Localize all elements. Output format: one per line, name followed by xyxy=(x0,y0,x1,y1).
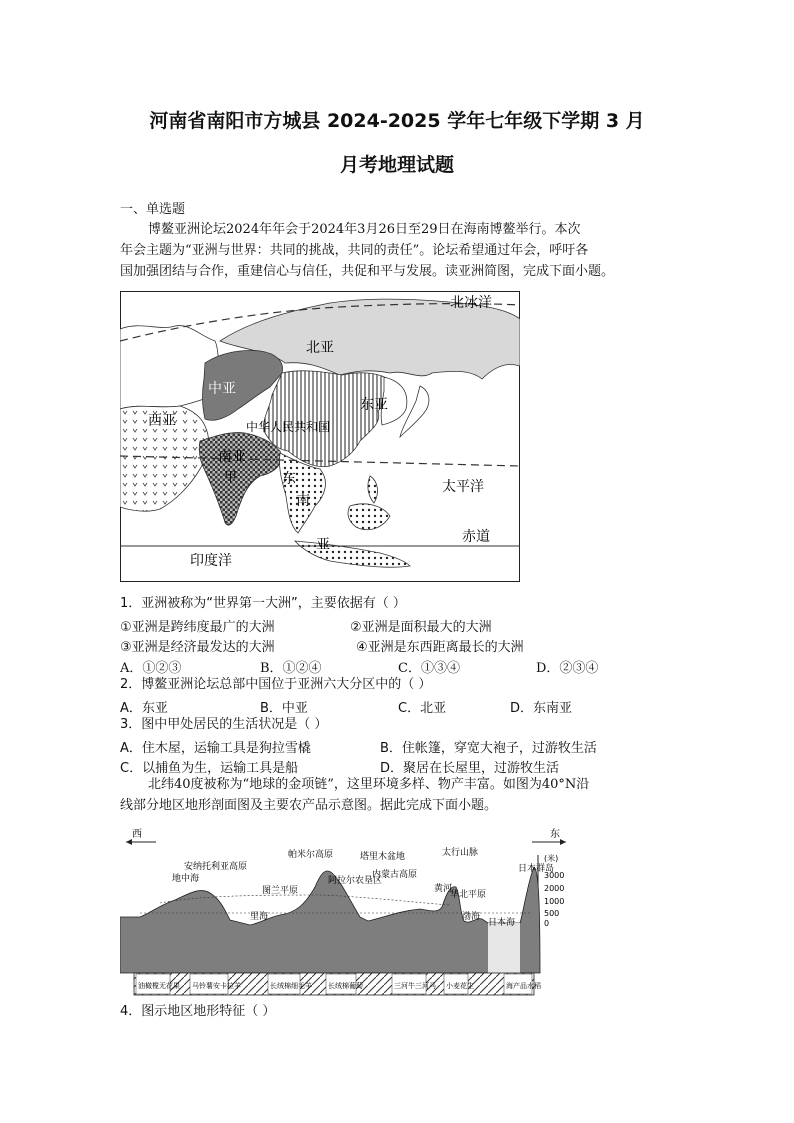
label-west-asia: 西亚 xyxy=(148,413,176,429)
y-tick-1000: 1000 xyxy=(544,897,565,906)
place-pamir: 帕米尔高原 xyxy=(288,850,334,860)
y-tick-3000: 3000 xyxy=(544,871,565,880)
place-yellow: 黄河 xyxy=(434,884,453,894)
product-5: 三河牛三河马 xyxy=(394,982,436,990)
q2-stem: 2．博鳌亚洲论坛总部中国位于亚洲六大分区中的（ ） xyxy=(120,677,432,692)
intro2-line-1: 北纬40度被称为“地球的金项链”，这里环境多样、物产丰富。如图为40°N沿 xyxy=(148,777,590,792)
document-subtitle: 月考地理试题 xyxy=(339,154,454,176)
y-unit: (米) xyxy=(544,854,559,863)
place-turan: 图兰平原 xyxy=(262,886,299,896)
place-aral: 阿拉尔农垦区 xyxy=(328,876,383,886)
label-southeast-3: 亚 xyxy=(316,537,330,553)
q2-option-c[interactable]: C．北亚 xyxy=(398,701,447,716)
label-jia: 甲 xyxy=(224,470,238,485)
product-7: 海产品水稻 xyxy=(506,982,541,990)
label-east: 东 xyxy=(550,829,560,840)
place-mongolia: 内蒙古高原 xyxy=(372,870,418,880)
document-title: 河南省南阳市方城县 2024-2025 学年七年级下学期 3 月 xyxy=(149,110,645,132)
q1-stem: 1．亚洲被称为“世界第一大洲”，主要依据有（ ） xyxy=(120,596,406,611)
section-heading: 一、单选题 xyxy=(120,202,186,217)
japan-sea-water xyxy=(488,923,520,973)
q1-option-c[interactable]: C．①③④ xyxy=(398,661,460,676)
label-china: 中华人民共和国 xyxy=(246,420,331,434)
y-tick-500: 500 xyxy=(544,909,560,918)
label-equator: 赤道 xyxy=(462,529,490,545)
q2-option-d[interactable]: D．东南亚 xyxy=(510,701,573,716)
intro-line-2: 年会主题为“亚洲与世界：共同的挑战，共同的责任”。论坛希望通过年会，呼吁各 xyxy=(120,243,589,258)
label-central-asia: 中亚 xyxy=(208,381,236,397)
q1-statement-3: ③亚洲是经济最发达的大洲 xyxy=(120,640,275,655)
q1-statement-4: ④亚洲是东西距离最长的大洲 xyxy=(356,640,524,655)
label-arctic: 北冰洋 xyxy=(450,295,492,311)
q1-option-b[interactable]: B．①②④ xyxy=(260,661,322,676)
label-southeast-1: 东 xyxy=(282,471,296,487)
q1-statement-1: ①亚洲是跨纬度最广的大洲 xyxy=(120,620,275,635)
place-huabei: 华北平原 xyxy=(450,890,487,900)
q2-option-a[interactable]: A．东亚 xyxy=(120,701,168,716)
product-1: 油橄榄无花果 xyxy=(138,982,180,990)
q3-option-b[interactable]: B．住帐篷，穿宽大袍子，过游牧生活 xyxy=(380,741,597,756)
product-3: 长绒棉细毛羊 xyxy=(270,982,312,990)
place-anatolia: 安纳托利亚高原 xyxy=(184,862,248,872)
place-japan: 日本群岛 xyxy=(518,864,555,874)
intro-line-1: 博鳌亚洲论坛2024年年会于2024年3月26日至29日在海南博鳌举行。本次 xyxy=(148,222,581,237)
label-southeast-2: 南 xyxy=(296,493,310,509)
y-tick-2000: 2000 xyxy=(544,884,565,893)
label-south-asia: 南亚 xyxy=(218,449,246,465)
q3-option-a[interactable]: A．住木屋，运输工具是狗拉雪橇 xyxy=(120,741,311,756)
place-taihang: 太行山脉 xyxy=(442,848,479,858)
place-japan-sea: 日本海 xyxy=(488,918,516,928)
place-caspian: 里海 xyxy=(250,912,269,922)
label-north-asia: 北亚 xyxy=(306,340,334,356)
terrain-profile xyxy=(120,825,572,999)
q3-stem: 3．图中甲处居民的生活状况是（ ） xyxy=(120,717,328,732)
q2-option-b[interactable]: B．中亚 xyxy=(260,701,308,716)
label-west: 西 xyxy=(132,829,142,840)
y-tick-0: 0 xyxy=(544,919,550,928)
place-med: 地中海 xyxy=(172,874,200,884)
product-4: 长绒棉葡萄 xyxy=(328,982,363,990)
q4-stem: 4．图示地区地形特征（ ） xyxy=(120,1004,276,1019)
product-6: 小麦花生 xyxy=(446,982,474,990)
q1-option-d[interactable]: D．②③④ xyxy=(536,661,599,676)
q3-option-c[interactable]: C．以捕鱼为生，运输工具是船 xyxy=(120,761,299,776)
place-tarim: 塔里木盆地 xyxy=(360,852,406,862)
asia-map xyxy=(120,291,520,582)
intro-line-3: 国加强团结与合作，重建信心与信任，共促和平与发展。读亚洲简图，完成下面小题。 xyxy=(120,264,615,279)
q3-option-d[interactable]: D．聚居在长屋里，过游牧生活 xyxy=(380,761,560,776)
product-2: 马铃薯安卡拉羊 xyxy=(192,982,241,990)
q1-statement-2: ②亚洲是面积最大的大洲 xyxy=(350,620,492,635)
intro2-line-2: 线部分地区地形剖面图及主要农产品示意图。据此完成下面小题。 xyxy=(120,798,498,813)
label-pacific: 太平洋 xyxy=(442,479,484,495)
label-indian-ocean: 印度洋 xyxy=(190,553,232,569)
q1-option-a[interactable]: A．①②③ xyxy=(120,661,182,676)
label-east-asia: 东亚 xyxy=(360,397,388,413)
place-bohai: 渤海 xyxy=(462,912,481,922)
